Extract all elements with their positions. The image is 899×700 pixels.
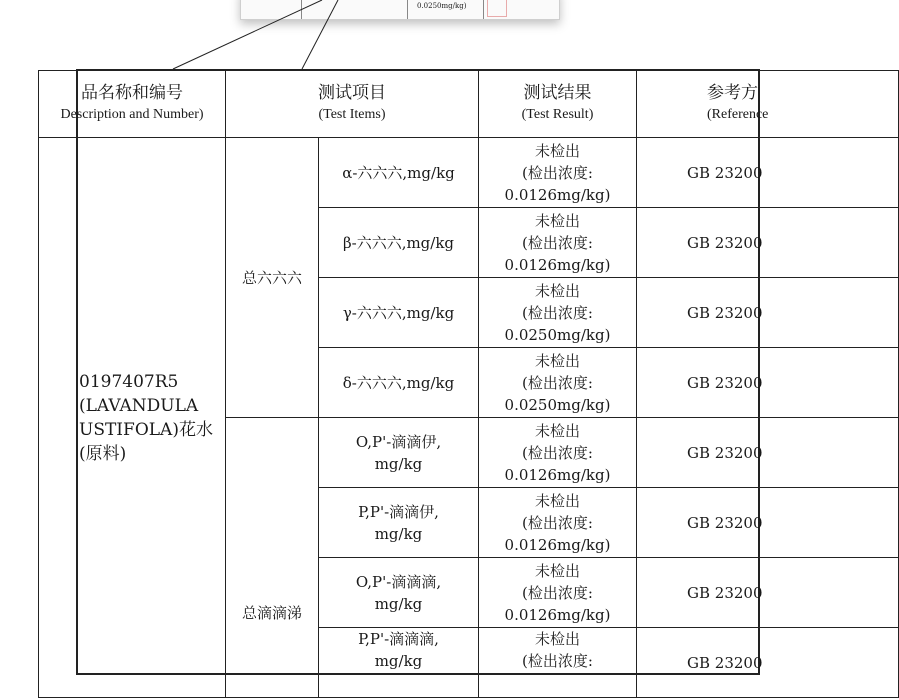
test-result: 未检出 (检出浓度: (479, 628, 637, 698)
reference-method: GB 23200 (637, 138, 899, 208)
test-result: 未检出 (检出浓度: 0.0250mg/kg) (479, 348, 637, 418)
test-result: 未检出 (检出浓度: 0.0126mg/kg) (479, 208, 637, 278)
group-label: 总六六六 (226, 138, 319, 418)
reference-method: GB 23200 (637, 278, 899, 348)
test-result: 未检出 (检出浓度: 0.0126mg/kg) (479, 488, 637, 558)
test-item: α-六六六,mg/kg (319, 138, 479, 208)
test-result: 未检出 (检出浓度: 0.0126mg/kg) (479, 558, 637, 628)
thumb-divider (301, 0, 302, 19)
reference-method: GB 23200 (637, 628, 899, 698)
table-row (39, 138, 899, 208)
thumb-divider (483, 0, 484, 19)
seal-stamp (487, 0, 507, 17)
thumb-result: 0.0250mg/kg) (417, 2, 467, 10)
test-item: P,P'-滴滴伊, mg/kg (319, 488, 479, 558)
test-item: O,P'-滴滴滴, mg/kg (319, 558, 479, 628)
reference-method: GB 23200 (637, 418, 899, 488)
test-result: 未检出 (检出浓度: 0.0126mg/kg) (479, 138, 637, 208)
test-item: δ-六六六,mg/kg (319, 348, 479, 418)
sample-description: 0197407R5 (LAVANDULA USTIFOLA)花水 (原料) (39, 138, 226, 698)
test-result: 未检出 (检出浓度: 0.0250mg/kg) (479, 278, 637, 348)
test-item: γ-六六六,mg/kg (319, 278, 479, 348)
reference-method: GB 23200 (637, 558, 899, 628)
reference-method: GB 23200 (637, 208, 899, 278)
test-item: O,P'-滴滴伊, mg/kg (319, 418, 479, 488)
page-thumbnail (240, 0, 560, 20)
test-item: P,P'-滴滴滴, mg/kg (319, 628, 479, 698)
group-label: 总滴滴涕 (226, 418, 319, 698)
test-report-table (38, 70, 899, 698)
header-test-items: 测试项目 (Test Items) (226, 71, 479, 138)
reference-method: GB 23200 (637, 348, 899, 418)
reference-method: GB 23200 (637, 488, 899, 558)
header-description: 品名称和编号 Description and Number) (39, 71, 226, 138)
test-result: 未检出 (检出浓度: 0.0126mg/kg) (479, 418, 637, 488)
zoomed-table-panel (60, 69, 769, 675)
table-header-row (39, 71, 899, 138)
header-test-result: 测试结果 (Test Result) (479, 71, 637, 138)
test-item: β-六六六,mg/kg (319, 208, 479, 278)
header-reference: 参考方 (Reference (637, 71, 899, 138)
thumb-divider (407, 0, 408, 19)
